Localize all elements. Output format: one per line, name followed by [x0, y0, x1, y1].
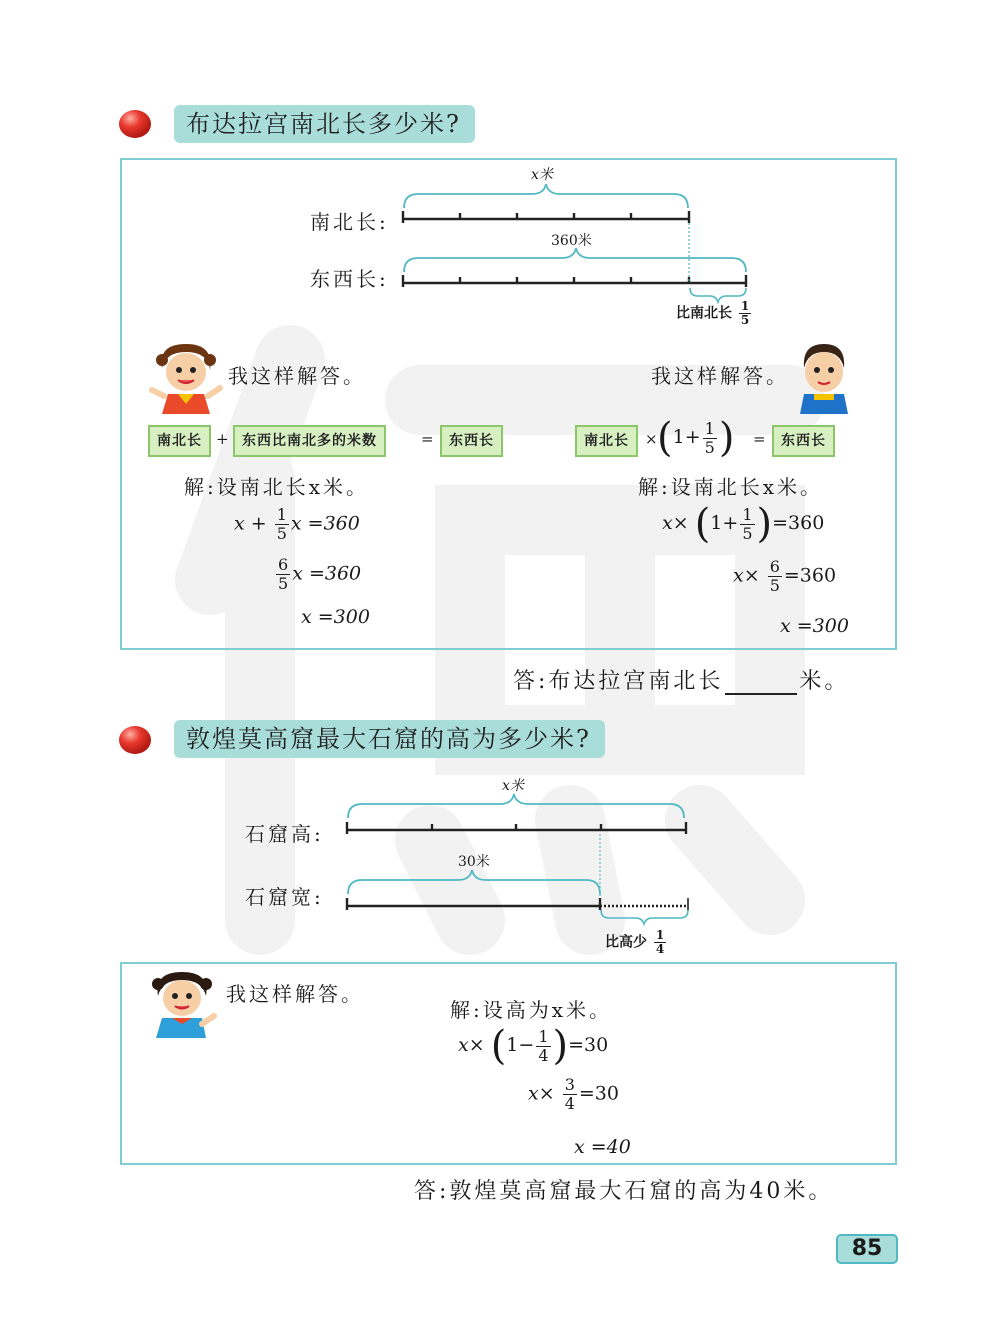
answer-2: 答:敦煌莫高窟最大石窟的高为40米。 [414, 1179, 834, 1204]
diagram2-mid-label: 30米 [458, 854, 490, 870]
solution2-line2: x× $\frac{3}{4}$ =30 [528, 1075, 619, 1113]
page-number: 85 [836, 1234, 898, 1264]
diagram2-height-label: 石窟高: [245, 822, 324, 846]
diagram1-ew-label: 东西长: [310, 267, 389, 291]
tag-ns-length-right: 南北长 [575, 425, 638, 457]
right-speech-text: 我这样解答。 [651, 364, 789, 388]
question-title-2: 敦煌莫高窟最大石窟的高为多少米? [174, 720, 605, 758]
plus-operator: + [216, 430, 229, 448]
answer-1: 答:布达拉宫南北长 米。 [513, 669, 850, 694]
question-title-1: 布达拉宫南北长多少米? [174, 105, 475, 143]
times-operator: × [645, 430, 658, 448]
right-solution-let: 解:设南北长x米。 [638, 475, 824, 499]
left-solution-line3: x =300 [301, 606, 370, 628]
equals-operator-left: = [421, 430, 434, 448]
right-solution-line1: x× (1+ $\frac{1}{5}$ )=360 [662, 501, 825, 547]
speech-text-2: 我这样解答。 [226, 982, 364, 1006]
diagram1-top-label: x米 [531, 167, 553, 183]
tag-ew-more-than-ns: 东西比南北多的米数 [233, 425, 386, 457]
tag-ew-length-right: 东西长 [772, 425, 835, 457]
left-speech-text: 我这样解答。 [228, 364, 366, 388]
solution2-let: 解:设高为x米。 [450, 998, 613, 1022]
diagram2-width-label: 石窟宽: [245, 885, 324, 909]
left-solution-let: 解:设南北长x米。 [184, 475, 370, 499]
left-solution-line2: $\frac{6}{5}$ x =360 [278, 555, 362, 593]
solution2-line1: x× (1− $\frac{1}{4}$ )=30 [458, 1023, 609, 1069]
right-eq-paren-expression: (1+ $\frac{1}{5}$ ) [657, 415, 735, 461]
diagram2-top-label: x米 [502, 778, 524, 794]
girl-avatar-icon-2 [146, 966, 218, 1038]
right-solution-line3: x =300 [780, 615, 849, 637]
tag-ew-length-left: 东西长 [440, 425, 503, 457]
diagram1-mid-label: 360米 [551, 233, 592, 249]
tag-ns-length-left: 南北长 [148, 425, 211, 457]
right-solution-line2: x× $\frac{6}{5}$ =360 [733, 557, 837, 595]
equals-operator-right: = [753, 430, 766, 448]
diagram1-diff-label: 比南北长 $\frac{1}{5}$ [676, 299, 750, 327]
left-solution-line1: x + $\frac{1}{5}$ x =360 [234, 505, 360, 543]
diagram1-ns-label: 南北长: [310, 210, 389, 234]
diagram2-diff-label: 比高少 $\frac{1}{4}$ [605, 928, 665, 956]
solution2-line3: x =40 [574, 1136, 631, 1158]
